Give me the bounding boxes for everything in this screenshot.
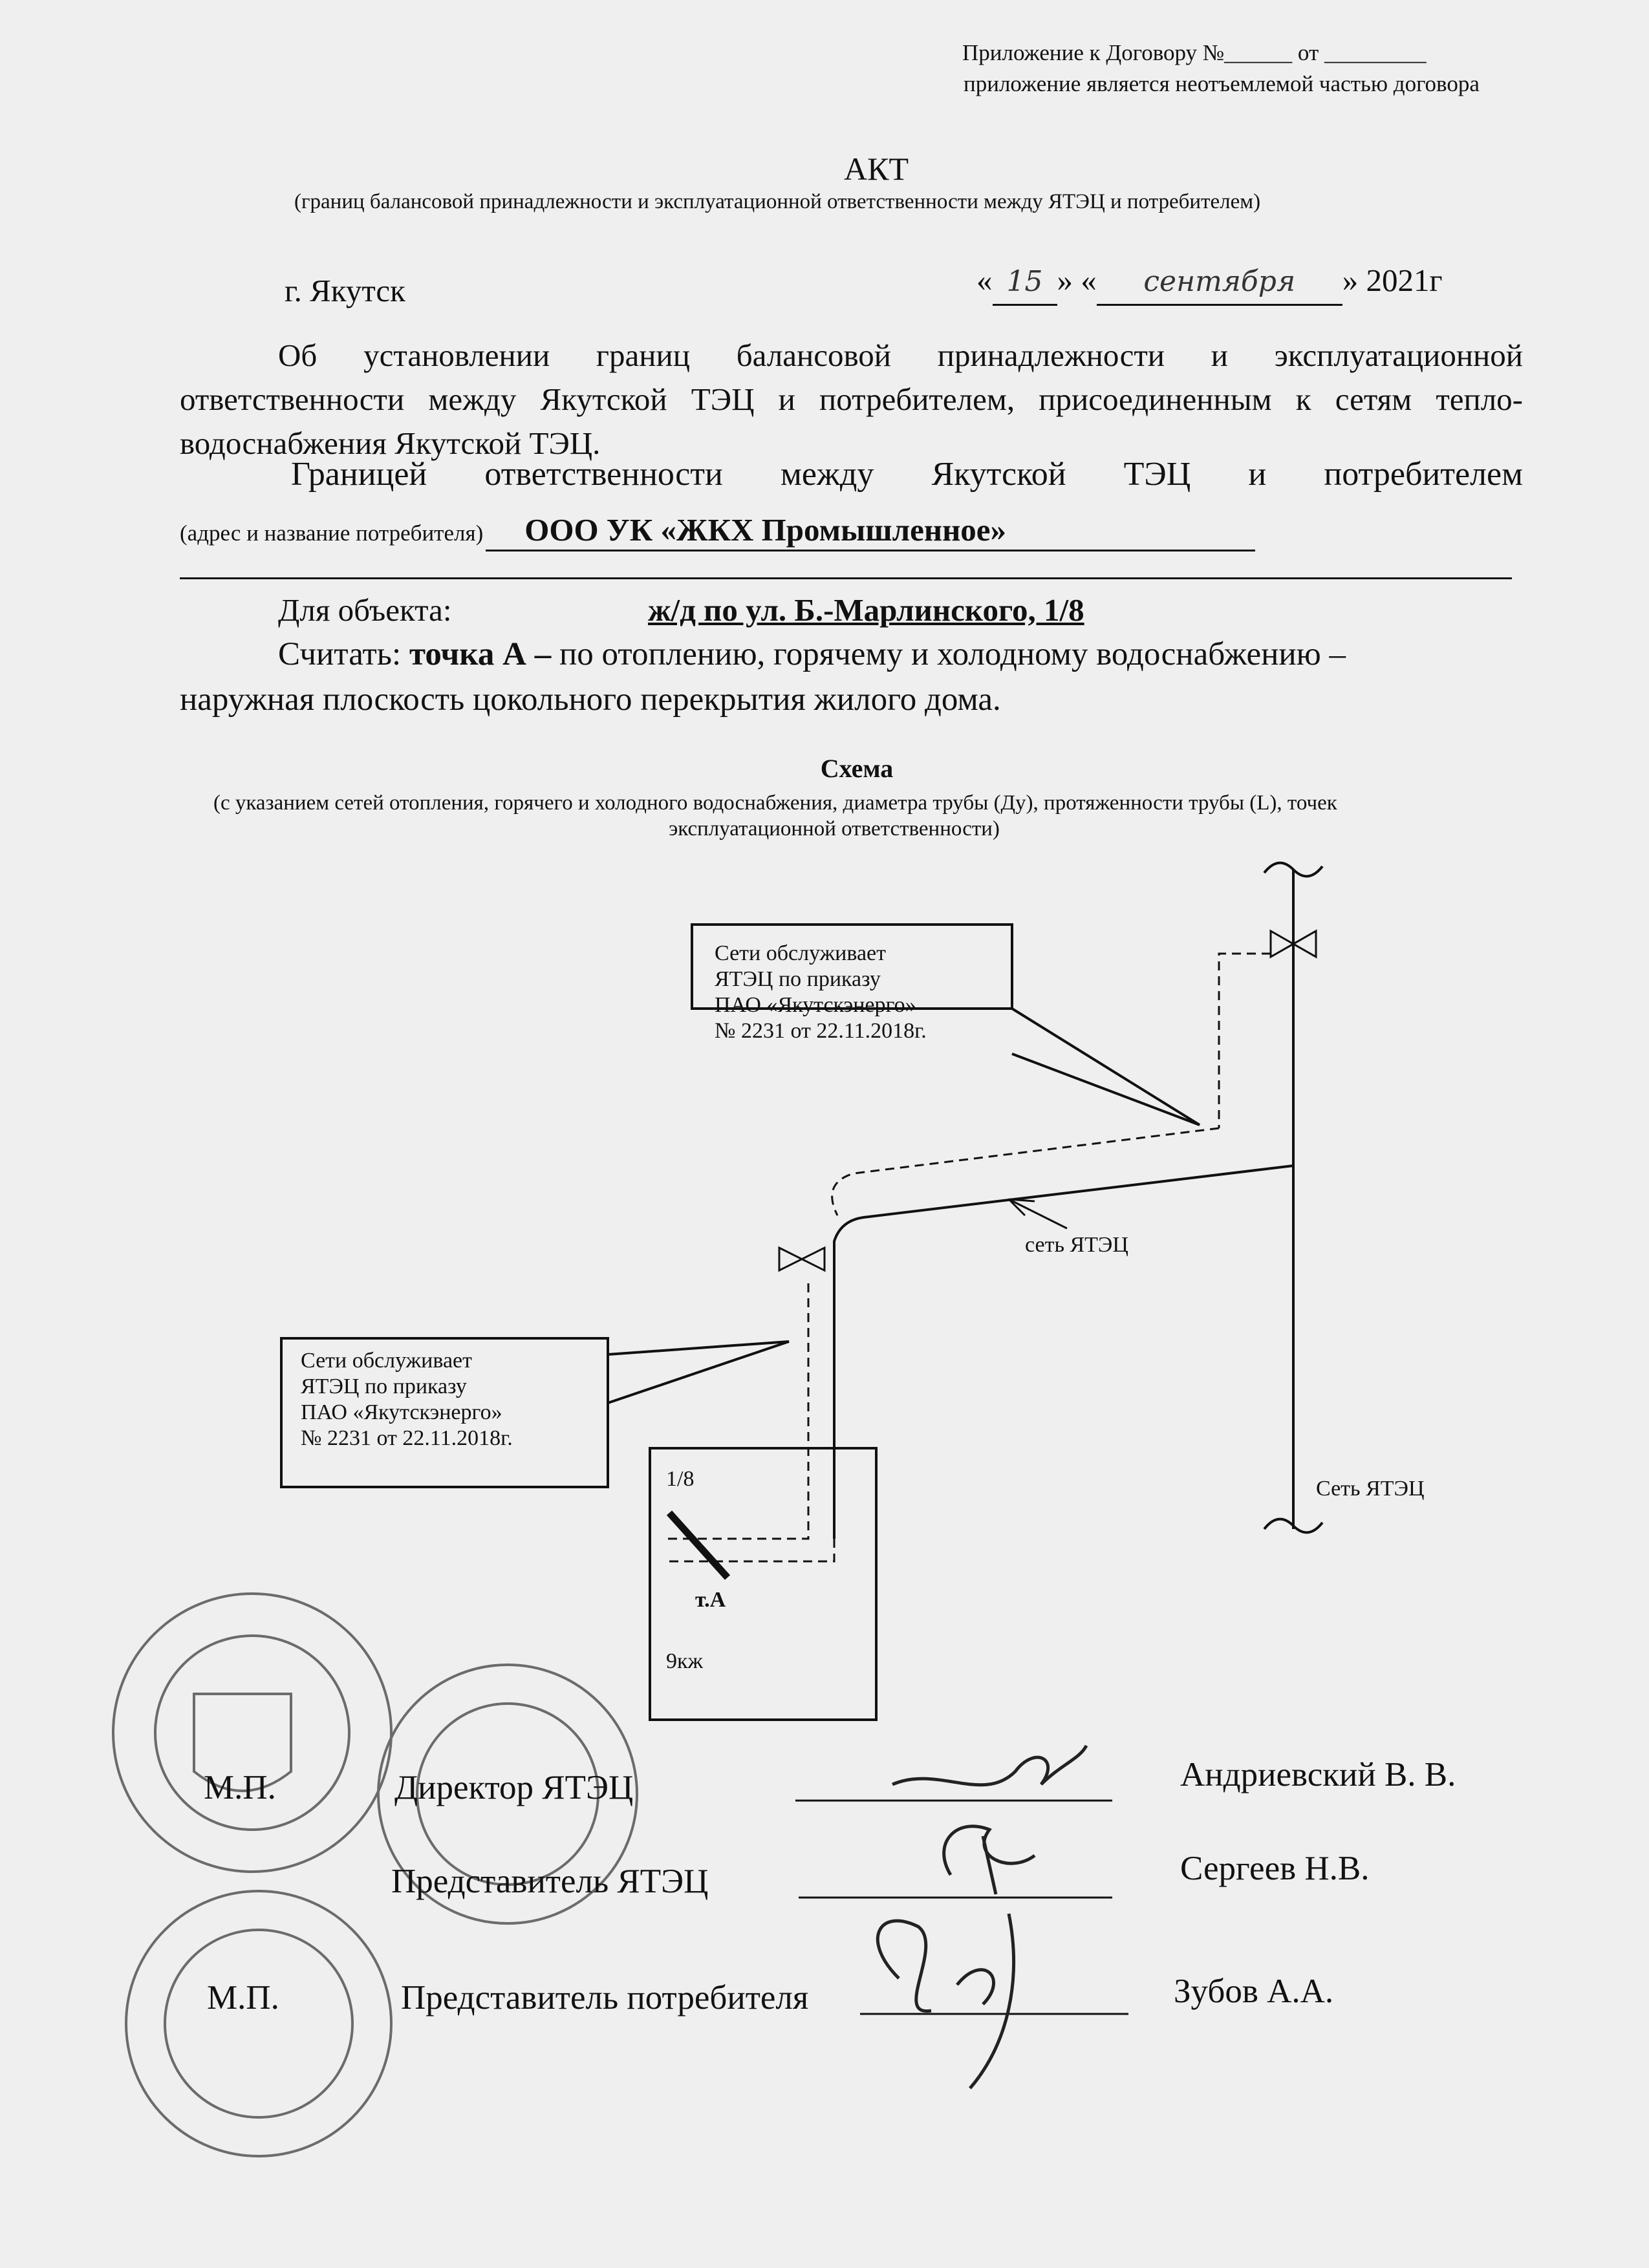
act-subtitle: (границ балансовой принадлежности и эксплуатационной ответственности между ЯТЭЦ и потребителем) — [294, 190, 1261, 213]
contract-annex-line: Приложение к Договору №______ от _________ — [962, 40, 1427, 65]
net-label-small: сеть ЯТЭЦ — [1025, 1233, 1128, 1257]
dashed-branch — [832, 1128, 1219, 1215]
date-mid-quote: » « — [1057, 262, 1097, 298]
dashed-inner-1 — [666, 1283, 808, 1539]
rep-signature — [944, 1826, 1035, 1894]
branch-valve-icon — [779, 1248, 824, 1270]
consumer-name: ООО УК «ЖКХ Промышленное» — [486, 511, 1255, 551]
consumer-label: (адрес и название потребителя) — [180, 520, 484, 546]
director-role: Директор ЯТЭЦ — [394, 1769, 634, 1806]
callout-top-line: ПАО «Якутскэнерго» — [715, 993, 916, 1017]
object-label: Для объекта: — [278, 592, 452, 628]
scheme-subtitle-line1: (с указанием сетей отопления, горячего и холодного водоснабжения, диаметра трубы (Ду), протяженности трубы (L), точек — [213, 791, 1337, 815]
arrow-head-b — [1009, 1199, 1025, 1215]
count-prefix: Считать: — [278, 636, 409, 672]
paragraph2: Границей ответственности между Якутской ТЭЦ и потребителем — [291, 456, 1523, 493]
building-type: 9кж — [666, 1649, 704, 1673]
callout-left-line: Сети обслуживает — [301, 1349, 472, 1373]
director-signature — [892, 1746, 1086, 1785]
stamp-uk-inner — [165, 1930, 352, 2117]
stamp-place-1: М.П. — [204, 1769, 276, 1806]
paragraph1-line3: водоснабжения Якутской ТЭЦ. — [180, 425, 601, 461]
consumer-role: Представитель потребителя — [401, 1979, 809, 2017]
consumer-signature — [878, 1914, 1013, 2088]
point-a-marker — [669, 1513, 727, 1578]
paragraph1-line2: ответственности между Якутской ТЭЦ и потребителем, присоединенным к сетям тепло- — [180, 381, 1523, 417]
rep-role: Представитель ЯТЭЦ — [391, 1863, 709, 1900]
date-month: сентября — [1097, 260, 1342, 306]
scheme-title: Схема — [820, 754, 894, 783]
act-title: АКТ — [844, 151, 909, 187]
date-open-quote: « — [976, 262, 993, 298]
branch-pipe — [834, 1166, 1293, 1539]
count-point: точка А – — [409, 636, 552, 672]
callout-left-text — [301, 1348, 513, 1451]
object-value: ж/д по ул. Б.-Марлинского, 1/8 — [648, 592, 1084, 628]
small-label-leader — [1009, 1199, 1067, 1228]
callout-top-line: Сети обслуживает — [715, 941, 886, 965]
callout-top-line: ЯТЭЦ по приказу — [715, 967, 881, 991]
stamp-place-2: М.П. — [207, 1979, 279, 2017]
city: г. Якутск — [285, 273, 405, 308]
date-year: » 2021г — [1342, 262, 1443, 298]
callout-left-line: № 2231 от 22.11.2018г. — [301, 1426, 513, 1450]
building-number: 1/8 — [666, 1467, 695, 1491]
callout-left-line: ПАО «Якутскэнерго» — [301, 1400, 502, 1424]
callout-left-pointer — [608, 1342, 789, 1403]
scheme-subtitle-line2: эксплуатационной ответственности) — [669, 817, 1000, 840]
consumer-rep-name: Зубов А.А. — [1174, 1973, 1334, 2010]
point-a-label: т.А — [695, 1588, 726, 1612]
callout-top-pointer — [1012, 1009, 1200, 1125]
count-line2: наружная плоскость цокольного перекрытия жилого дома. — [180, 681, 1001, 718]
net-label-big: Сеть ЯТЭЦ — [1316, 1477, 1425, 1501]
callout-top-line: № 2231 от 22.11.2018г. — [715, 1019, 927, 1043]
callout-left-line: ЯТЭЦ по приказу — [301, 1375, 467, 1398]
count-rest: по отоплению, горячему и холодному водоснабжению – — [551, 636, 1346, 672]
rep-name: Сергеев Н.В. — [1180, 1850, 1370, 1887]
annex-note: приложение является неотъемлемой частью договора — [964, 71, 1480, 96]
director-name: Андриевский В. В. — [1180, 1756, 1456, 1793]
dashed-service-top — [1219, 954, 1271, 1128]
paragraph1-line1: Об установлении границ балансовой принадлежности и эксплуатационной — [278, 337, 1523, 373]
callout-top-text — [715, 941, 927, 1044]
date-day: 15 — [993, 260, 1057, 306]
